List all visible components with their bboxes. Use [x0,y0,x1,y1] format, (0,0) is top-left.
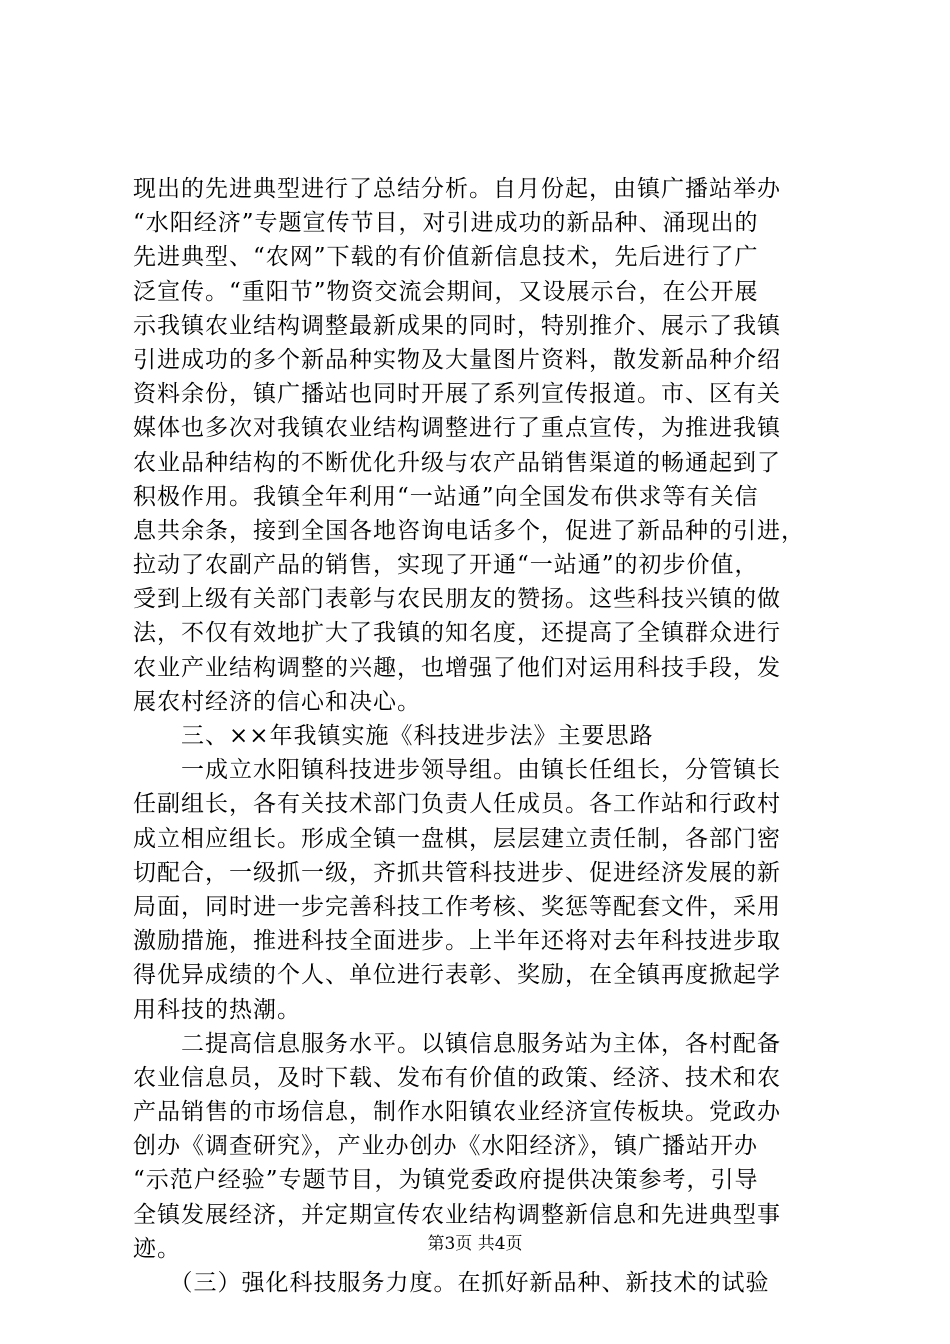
text-line: 引进成功的多个新品种实物及大量图片资料，散发新品种介绍 [133,346,781,373]
text-line: 先进典型、“农网”下载的有价值新信息技术，先后进行了广 [133,244,759,271]
text-line: 示我镇农业结构调整最新成果的同时，特别推介、展示了我镇 [133,312,781,339]
text-line: 息共余条，接到全国各地咨询电话多个，促进了新品种的引进， [133,517,805,544]
text-line: 激励措施，推进科技全面进步。上半年还将对去年科技进步取 [133,928,781,955]
text-line: 农业信息员，及时下载、发布有价值的政策、经济、技术和农 [133,1064,781,1091]
text-line: 积极作用。我镇全年利用“一站通”向全国发布供求等有关信 [133,483,759,510]
text-line: 产品销售的市场信息，制作水阳镇农业经济宣传板块。党政办 [133,1099,781,1126]
text-line: 创办《调查研究》，产业办创办《水阳经济》，镇广播站开办 [133,1133,758,1160]
text-line: 媒体也多次对我镇农业结构调整进行了重点宣传，为推进我镇 [133,415,781,442]
text-line: 泛宣传。“重阳节”物资交流会期间，又设展示台，在公开展 [133,278,759,305]
text-line: 拉动了农副产品的销售，实现了开通“一站通”的初步价值， [133,552,759,579]
text-line: 全镇发展经济，并定期宣传农业结构调整新信息和先进典型事 [133,1201,781,1228]
text-line: 切配合，一级抓一级，齐抓共管科技进步、促进经济发展的新 [133,859,781,886]
document-body [133,172,823,1300]
text-line: 得优异成绩的个人、单位进行表彰、奖励，在全镇再度掀起学 [133,962,781,989]
text-line: 一成立水阳镇科技进步领导组。由镇长任组长，分管镇长 [133,757,781,784]
text-line: 农业产业结构调整的兴趣，也增强了他们对运用科技手段，发 [133,654,781,681]
text-line: “示范户经验”专题节目，为镇党委政府提供决策参考，引导 [133,1167,759,1194]
text-line: “水阳经济”专题宣传节目，对引进成功的新品种、涌现出的 [133,210,759,237]
text-line: 迹。 [133,1235,181,1262]
text-line: 展农村经济的信心和决心。 [133,688,421,715]
text-line: 二提高信息服务水平。以镇信息服务站为主体，各村配备 [133,1030,781,1057]
page-footer: 第3页 共4页 [427,1234,523,1254]
text-line: 用科技的热潮。 [133,996,301,1023]
text-line: 现出的先进典型进行了总结分析。自月份起，由镇广播站举办 [133,176,781,202]
section-heading: 三、××年我镇实施《科技进步法》主要思路 [133,723,654,749]
text-line: 受到上级有关部门表彰与农民朋友的赞扬。这些科技兴镇的做 [133,586,781,613]
text-line: 成立相应组长。形成全镇一盘棋，层层建立责任制，各部门密 [133,825,781,852]
text-line: 农业品种结构的不断优化升级与农产品销售渠道的畅通起到了 [133,449,781,476]
text-line: 局面，同时进一步完善科技工作考核、奖惩等配套文件，采用 [133,893,781,920]
text-line: 任副组长，各有关技术部门负责人任成员。各工作站和行政村 [133,791,781,818]
text-line: （三）强化科技服务力度。在抓好新品种、新技术的试验 [133,1270,770,1296]
text-line: 资料余份，镇广播站也同时开展了系列宣传报道。市、区有关 [133,381,781,408]
text-line: 法，不仅有效地扩大了我镇的知名度，还提高了全镇群众进行 [133,620,781,647]
